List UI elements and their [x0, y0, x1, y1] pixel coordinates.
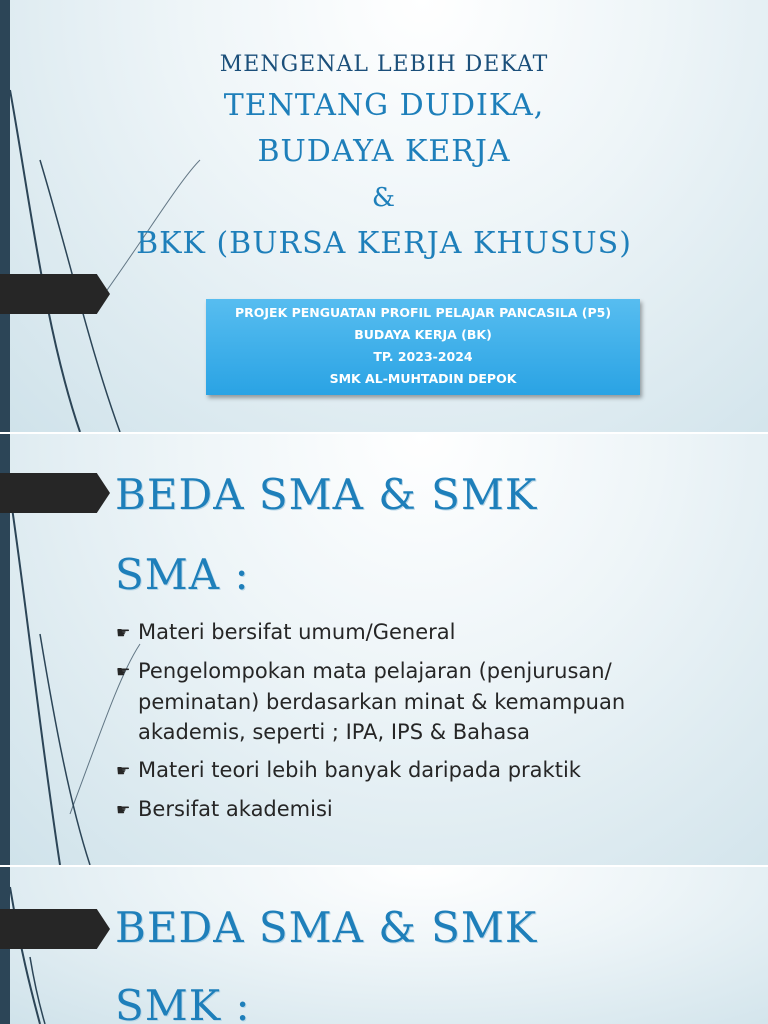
pointing-hand-icon: ☛	[116, 800, 131, 819]
list-item: ☛ Bersifat akademisi	[116, 794, 756, 825]
list-item: ☛ Materi bersifat umum/General	[116, 617, 756, 648]
slide-subheading: SMK :	[115, 981, 251, 1024]
title-line-2: TENTANG DUDIKA,	[223, 88, 545, 123]
list-item: ☛ Pengelompokan mata pelajaran (penjurusan/	[116, 656, 756, 687]
arrow-shape	[0, 274, 110, 314]
title-line-4: &	[371, 183, 397, 213]
info-line: TP. 2023-2024	[373, 349, 473, 364]
pointing-hand-icon: ☛	[116, 761, 131, 780]
pointing-hand-icon: ☛	[116, 623, 131, 642]
arrow-shape	[0, 473, 110, 513]
slide-3	[0, 867, 768, 1024]
arrow-shape	[0, 909, 110, 949]
title-line-3: BUDAYA KERJA	[257, 134, 511, 169]
info-line: PROJEK PENGUATAN PROFIL PELAJAR PANCASILA (P5)	[234, 305, 612, 320]
info-box	[206, 299, 640, 395]
slide-subheading: SMA :	[115, 550, 250, 599]
bullet-list	[116, 617, 756, 825]
info-line: SMK AL-MUHTADIN DEPOK	[329, 371, 517, 386]
info-line: BUDAYA KERJA (BK)	[354, 327, 492, 342]
list-item: ☛ Materi teori lebih banyak daripada praktik	[116, 755, 756, 786]
list-item-continuation: akademis, seperti ; IPA, IPS & Bahasa	[138, 720, 531, 744]
slide-1	[0, 0, 768, 432]
list-item-continuation: peminatan) berdasarkan minat & kemampuan	[138, 690, 626, 714]
slide-heading: BEDA SMA & SMK	[115, 470, 538, 519]
title-line-5: BKK (BURSA KERJA KHUSUS)	[136, 226, 632, 261]
pointing-hand-icon: ☛	[116, 662, 131, 681]
title-line-1: MENGENAL LEBIH DEKAT	[219, 52, 549, 77]
slide-heading: BEDA SMA & SMK	[115, 903, 538, 952]
slide-2	[0, 434, 768, 865]
